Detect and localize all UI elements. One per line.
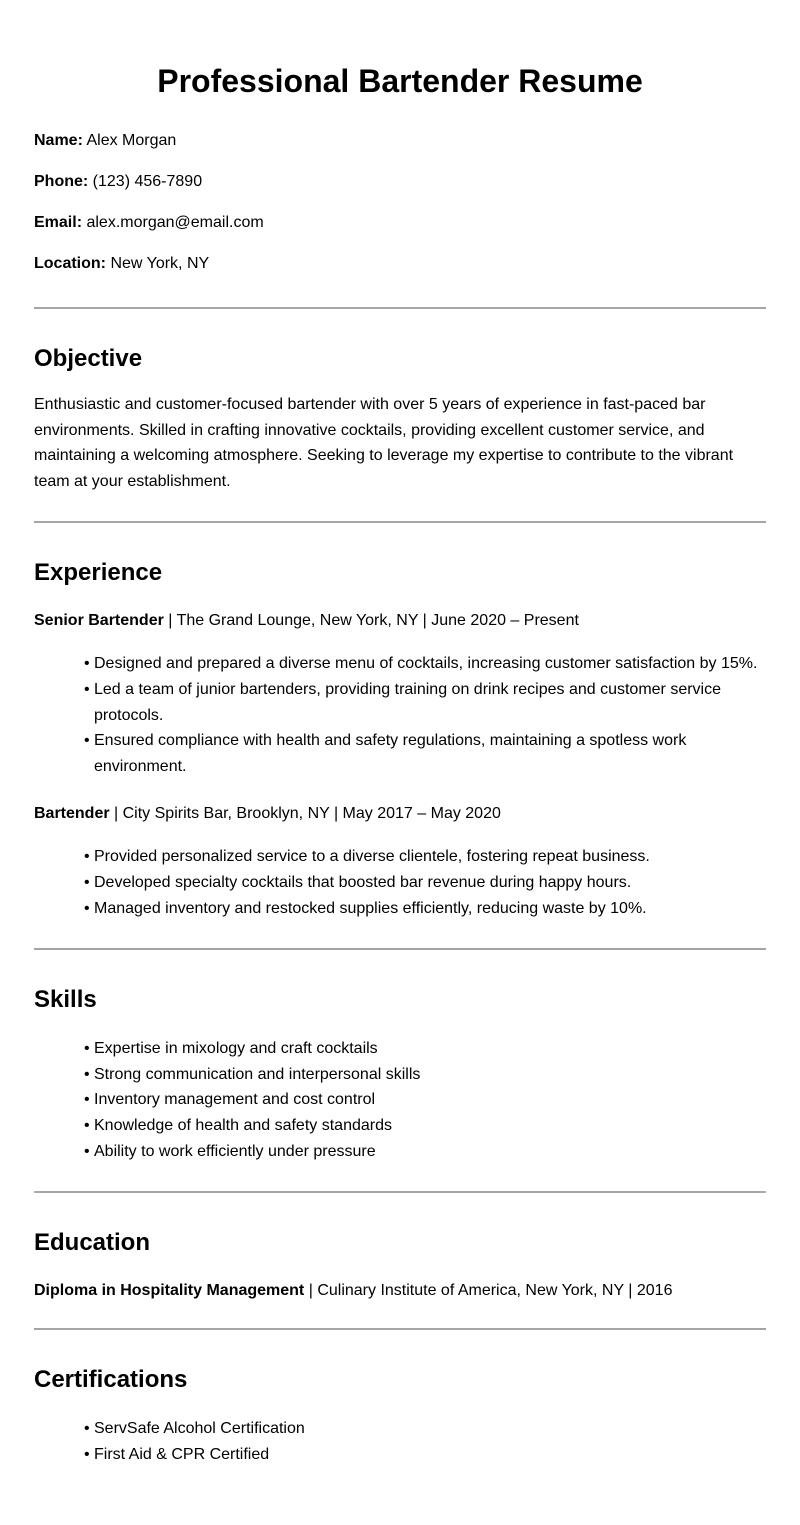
list-item: • Designed and prepared a diverse menu of cocktails, increasing customer satisfaction by 15%. <box>84 651 766 677</box>
job-title: Senior Bartender <box>34 612 164 630</box>
objective-section <box>34 344 766 494</box>
list-item: • Expertise in mixology and craft cocktails <box>84 1036 766 1062</box>
contact-email <box>34 212 766 233</box>
list-item: • Knowledge of health and safety standards <box>84 1113 766 1139</box>
job-header <box>34 610 766 631</box>
job-bullets <box>34 844 766 921</box>
divider <box>34 948 766 950</box>
education-details: | Culinary Institute of America, New York, NY | 2016 <box>304 1282 673 1300</box>
list-item: • Developed specialty cocktails that boosted bar revenue during happy hours. <box>84 870 766 896</box>
objective-text: Enthusiastic and customer-focused bartender with over 5 years of experience in fast-paced bar environments. Skilled in crafting innovative cocktails, providing excellent customer service, and maintaining a welcoming atmosphere. Seeking to leverage my expertise to contribute to the vibrant team at your establishment. <box>34 396 734 490</box>
experience-section <box>34 558 766 921</box>
name-value: Alex Morgan <box>86 132 177 149</box>
job-header <box>34 803 766 824</box>
skills-section <box>34 985 766 1164</box>
contact-name <box>34 130 766 151</box>
list-item: • Inventory management and cost control <box>84 1087 766 1113</box>
certifications-list <box>34 1416 766 1467</box>
location-label: Location: <box>34 255 106 272</box>
certifications-section <box>34 1365 766 1467</box>
job-details: | City Spirits Bar, Brooklyn, NY | May 2017 – May 2020 <box>109 805 501 823</box>
list-item: • Ensured compliance with health and safety regulations, maintaining a spotless work environment. <box>84 728 766 779</box>
list-item: • Ability to work efficiently under pressure <box>84 1139 766 1165</box>
location-value: New York, NY <box>110 255 210 272</box>
job-bullets <box>34 651 766 779</box>
list-item: • Led a team of junior bartenders, providing training on drink recipes and customer service protocols. <box>84 677 766 728</box>
divider <box>34 307 766 309</box>
list-item: • First Aid & CPR Certified <box>84 1442 766 1468</box>
certifications-heading: Certifications <box>34 1366 188 1394</box>
resume-page <box>34 0 766 1467</box>
phone-value: (123) 456-7890 <box>92 173 203 190</box>
experience-heading: Experience <box>34 559 163 587</box>
divider <box>34 521 766 523</box>
job-details: | The Grand Lounge, New York, NY | June 2020 – Present <box>163 612 579 630</box>
email-value: alex.morgan@email.com <box>86 214 264 231</box>
contact-block <box>34 130 766 274</box>
education-section <box>34 1228 766 1301</box>
job-title: Bartender <box>34 805 110 823</box>
objective-heading: Objective <box>34 345 143 372</box>
list-item: • Provided personalized service to a diverse clientele, fostering repeat business. <box>84 844 766 870</box>
divider <box>34 1191 766 1193</box>
list-item: • Managed inventory and restocked supplies efficiently, reducing waste by 10%. <box>84 896 766 922</box>
divider <box>34 1328 766 1330</box>
contact-location <box>34 253 766 274</box>
list-item: • ServSafe Alcohol Certification <box>84 1416 766 1442</box>
education-entry <box>34 1280 766 1301</box>
degree-title: Diploma in Hospitality Management <box>34 1282 305 1300</box>
contact-phone <box>34 171 766 192</box>
page-title: Professional Bartender Resume <box>157 63 643 99</box>
email-label: Email: <box>34 214 83 231</box>
education-heading: Education <box>34 1229 151 1257</box>
skills-heading: Skills <box>34 986 97 1014</box>
list-item: • Strong communication and interpersonal skills <box>84 1062 766 1088</box>
name-label: Name: <box>34 132 83 149</box>
skills-list <box>34 1036 766 1164</box>
phone-label: Phone: <box>34 173 89 190</box>
